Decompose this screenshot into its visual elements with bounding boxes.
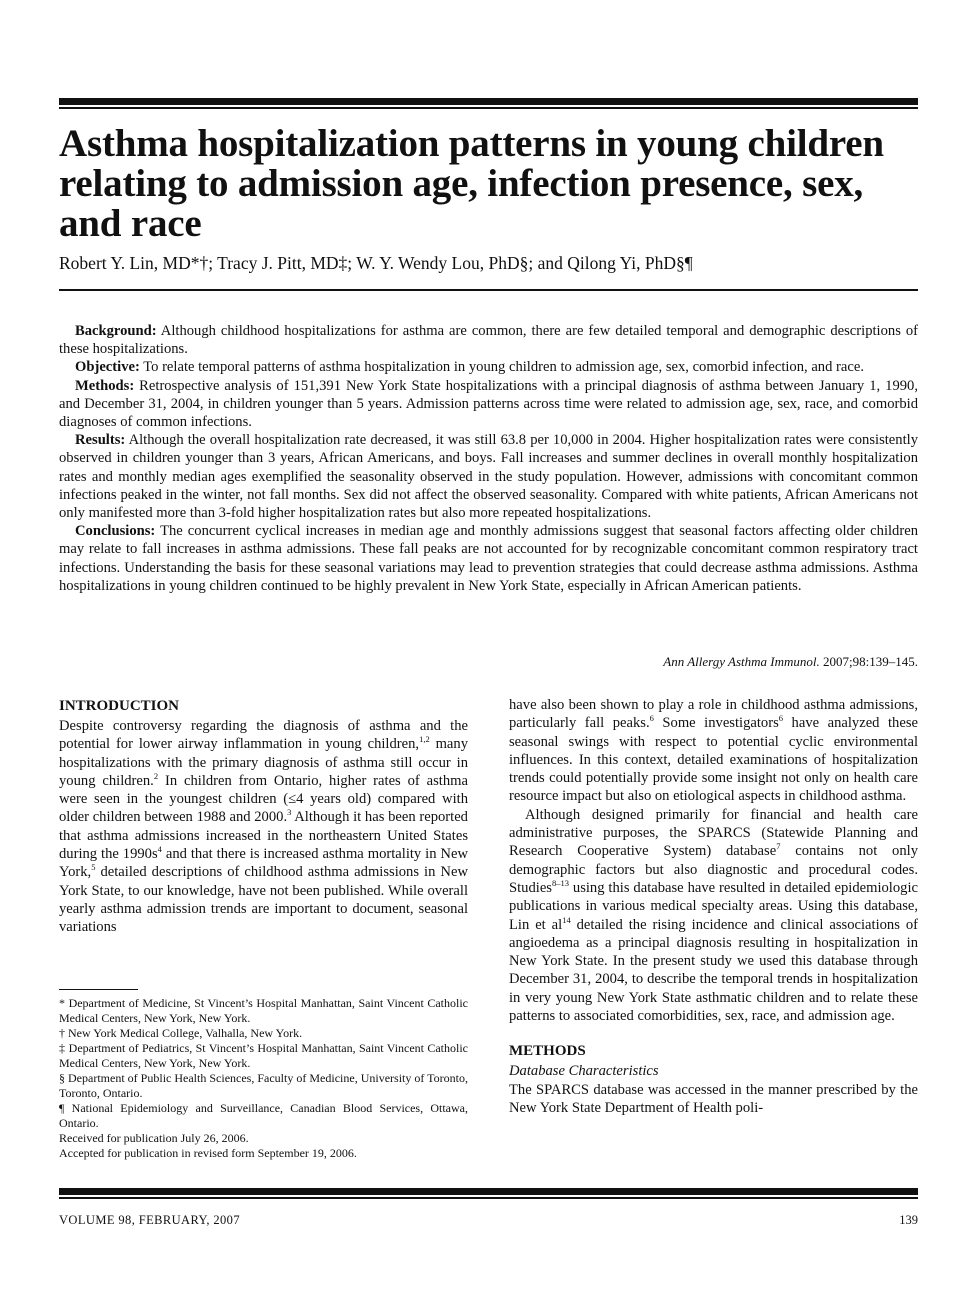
intro-text: have analyzed these seasonal swings with respect to potential cyclic environmental influences. In this context, detailed examinations of hospitalization trends could potentially provide some insight not only on health care resource impact but also on etiological aspects in childhood asthma. [509,715,918,805]
objective-label: Objective: [75,359,140,376]
results-text: Although the overall hospitalization rate decreased, it was still 63.8 per 10,000 in 2004. Higher hospitalization rates were consistently observed in children younger than 3 years, African Americans, and boys. Fall increases and summer declines in overall monthly hospitalization rates and monthly median ages exemplified the seasonality observed in the study population. However, admissions with concomitant common infections peaked in the winter, not fall months. Sex did not affect the observed seasonality. Compared with white patients, African Americans not only manifested more than 3-fold higher hospitalization rates but also more repeated hospitalizations. [59,432,918,522]
intro-text: many hospitalizations with the primary diagnosis of asthma still occur in young children. [59,736,469,789]
volume-info: VOLUME 98, FEBRUARY, 2007 [59,1213,240,1227]
citation-ref: 14 [562,914,571,925]
citation-ref: 7 [776,841,781,852]
section-spacer [509,1025,918,1041]
background-label: Background: [75,323,157,339]
footnotes [59,996,468,1161]
author-rule [59,289,918,291]
accepted-date: Accepted for publication in revised form September 19, 2006. [59,1146,357,1160]
introduction-heading: INTRODUCTION [59,698,180,714]
top-rule-thin [59,107,918,109]
introduction-paragraph-1a [59,717,468,937]
abstract-objective [59,358,918,376]
footnote-rule [59,989,138,990]
methods-text: Retrospective analysis of 151,391 New York State hospitalizations with a principal diagnosis of asthma between January 1, 1990, and December 31, 2004, in children younger than 5 years. Admission patterns across time were related to admission age, sex, race, and comorbid diagnoses of common infections. [59,377,918,431]
intro-text: Some investigators [653,715,779,732]
footnote-1: * Department of Medicine, St Vincent’s Hospital Manhattan, Saint Vincent Catholic Medical Centers, New York, New York. [59,996,468,1025]
article-title: Asthma hospitalization patterns in young children relating to admission age, infection presence, sex, and race [59,122,884,245]
received-date: Received for publication July 26, 2006. [59,1131,249,1145]
footnote-2: † New York Medical College, Valhalla, New York. [59,1026,303,1040]
objective-text: To relate temporal patterns of asthma hospitalization in young children to admission age, sex, comorbid infection, and race. [139,359,864,376]
results-label: Results: [75,432,126,449]
intro-text: Although it has been reported that asthma admissions increased in the northeastern United States during the 1990s [59,809,468,863]
top-rule [59,98,918,105]
citation-ref: 6 [778,713,784,724]
footnote-5: ¶ National Epidemiology and Surveillance, Canadian Blood Services, Ottawa, Ontario. [59,1101,468,1130]
footnote-4: § Department of Public Health Sciences, Faculty of Medicine, University of Toronto, Toronto, Ontario. [59,1071,468,1100]
citation-ref: 1,2 [419,734,430,745]
page-number: 139 [899,1213,918,1227]
abstract-methods [59,377,918,432]
background-text: Although childhood hospitalizations for asthma are common, there are few detailed temporal and demographic descriptions of these hospitalizations. [59,323,918,358]
intro-text: have also been shown to play a role in childhood asthma admissions, particularly fall peaks. [509,697,918,732]
citation-ref: 8–13 [551,877,569,888]
citation-ref: 6 [649,713,654,724]
bottom-rule-thin [59,1197,918,1199]
intro-text: Despite controversy regarding the diagnosis of asthma and the potential for lower airway inflammation in young children, [59,718,468,753]
abstract-conclusions [59,522,918,595]
abstract [59,322,918,595]
citation-ref: 3 [287,807,292,818]
right-column [509,696,918,1117]
citation-ref: 2007;98:139–145. [819,654,918,669]
citation-ref: 5 [91,862,96,873]
abstract-background [59,322,918,358]
citation-journal: Ann Allergy Asthma Immunol. [663,654,820,669]
abstract-results [59,431,918,522]
intro-text: and that there is increased asthma mortality in New York, [59,846,468,881]
methods-heading: METHODS [509,1043,586,1060]
intro-text: In children from Ontario, higher rates of asthma were seen in the youngest children (≤4 years old) compared with older children between 1988 and 2000. [59,772,468,826]
methods-paragraph-1: The SPARCS database was accessed in the manner prescribed by the New York State Department of Health poli- [509,1081,918,1116]
conclusions-label: Conclusions: [75,523,156,540]
methods-label: Methods: [75,377,135,394]
left-column [59,696,468,937]
citation [663,654,918,670]
intro-text: using this database have resulted in detailed epidemiologic publications in various medical specialty areas. Using this database, Lin et al [509,879,918,933]
intro-text: Although designed primarily for financial and health care administrative purposes, the SPARCS (Statewide Planning and Research Cooperative System) database [509,806,918,860]
author-line: Robert Y. Lin, MD*†; Tracy J. Pitt, MD‡; W. Y. Wendy Lou, PhD§; and Qilong Yi, PhD§¶ [59,253,693,273]
footnote-3: ‡ Department of Pediatrics, St Vincent’s Hospital Manhattan, Saint Vincent Catholic Medical Centers, New York, New York. [59,1041,468,1070]
introduction-paragraph-1b [509,696,918,806]
conclusions-text: The concurrent cyclical increases in median age and monthly admissions suggest that seasonal factors affecting older children may relate to fall increases in asthma admissions. These fall peaks are not accounted for by recognizable concomitant common respiratory tract infections. Understanding the basis for these seasonal variations may lead to prevention strategies that could decrease asthma admissions. Asthma hospitalizations in young children continued to be highly prevalent in New York State, especially in African American patients. [59,523,918,594]
intro-text: contains not only demographic factors but also diagnostic and procedural codes. Studies [509,843,918,896]
citation-ref: 4 [157,844,162,855]
citation-ref: 2 [153,770,159,781]
intro-text: detailed descriptions of childhood asthma admissions in New York State, to our knowledge, have not been published. While overall yearly asthma admission trends are important to document, seasonal variations [59,864,468,936]
intro-text: detailed the rising incidence and clinical associations of angioedema as a principal diagnosis resulting in hospitalization in New York State. In the present study we used this database through December 31, 2004, to describe the temporal trends in hospitalization in very young New York State asthmatic children and to relate these patterns to associated comorbidities, sex, race, and admission age. [509,916,918,1025]
database-characteristics-subheading: Database Characteristics [509,1063,659,1080]
bottom-rule [59,1188,918,1195]
introduction-paragraph-2 [509,806,918,1026]
